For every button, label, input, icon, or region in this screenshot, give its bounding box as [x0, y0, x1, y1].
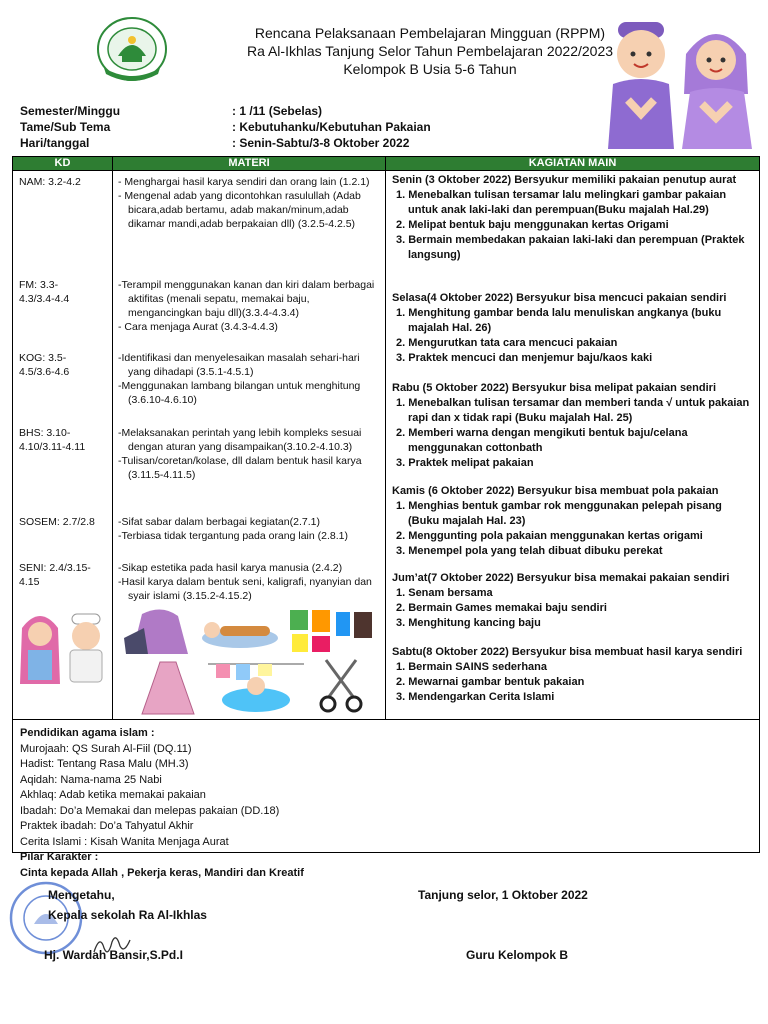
day-kamis — [392, 484, 754, 559]
kd-seni — [19, 561, 111, 589]
meta-label: Tame/Sub Tema — [20, 120, 111, 134]
meta-value: : Senin-Sabtu/3-8 Oktober 2022 — [232, 136, 410, 150]
kids-illustration — [16, 606, 114, 686]
meta-value: : 1 /11 (Sebelas) — [232, 104, 323, 118]
activity: 3. Praktek mencuci dan menjemur baju/kaos kaki — [396, 352, 653, 364]
activity: 1. Bermain SAINS sederhana — [396, 661, 548, 673]
mengetahui-label: Mengetahu, — [48, 888, 115, 902]
table-header — [13, 157, 759, 171]
meta-label: Hari/tanggal — [20, 136, 90, 150]
kd-fm — [19, 278, 111, 306]
kegiatan-column — [386, 171, 759, 719]
pai-title: Pendidikan agama islam : — [20, 727, 155, 739]
day-selasa — [392, 291, 754, 366]
materi-sosem — [118, 515, 380, 543]
activity: 1. Senam bersama — [396, 587, 493, 599]
activity: 3. Praktek melipat pakaian — [396, 457, 534, 469]
meta-semester — [20, 103, 532, 119]
activity: 2. Bermain Games memakai baju sendiri — [396, 602, 607, 614]
materi-line: -Identifikasi dan menyelesaikan masalah sehari-hari yang dihadapi (3.5.1-4.5.1) — [118, 352, 360, 378]
meta-label: Semester/Minggu — [20, 104, 121, 118]
kd-sosem — [19, 515, 111, 529]
materi-bhs — [118, 426, 380, 482]
materi-fm — [118, 278, 380, 334]
activity: 2. Mewarnai gambar bentuk pakaian — [396, 676, 585, 688]
materi-line: -Menggunakan lambang bilangan untuk menghitung (3.6.10-4.6.10) — [118, 380, 361, 406]
activity: 3. Mendengarkan Cerita Islami — [396, 691, 555, 703]
materi-line: - Cara menjaga Aurat (3.4.3-4.4.3) — [118, 321, 278, 333]
materi-line: -Sikap estetika pada hasil karya manusia (2.4.2) — [118, 562, 343, 574]
activity: 1. Menebalkan tulisan tersamar lalu melingkari gambar pakaian untuk anak laki-laki dan perempuan(Buku majalah Hal.29) — [396, 189, 727, 216]
kd-line: KOG: 3.5- — [19, 352, 67, 364]
kd-line: FM: 3.3- — [19, 279, 59, 291]
pai-line: Aqidah: Nama-nama 25 Nabi — [20, 773, 162, 786]
activity: 1. Menghitung gambar benda lalu menuliskan angkanya (buku majalah Hal. 26) — [396, 307, 722, 334]
pai-line: Cerita Islami : Kisah Wanita Menjaga Aurat — [20, 835, 229, 848]
day-title: Jum’at(7 Oktober 2022) Bersyukur bisa memakai pakaian sendiri — [392, 572, 730, 584]
pai-line: Akhlaq: Adab ketika memakai pakaian — [20, 789, 206, 801]
materi-seni — [118, 561, 380, 603]
kd-bhs — [19, 426, 111, 454]
activity: 2. Menggunting pola pakaian menggunakan kertas origami — [396, 530, 703, 542]
kd-kog — [19, 351, 111, 379]
meta-value: : Kebutuhanku/Kebutuhan Pakaian — [232, 120, 431, 134]
materi-line: -Melaksanakan perintah yang lebih kompleks sesuai dengan aturan yang disampaikan(3.10.2-4.10.3) — [118, 427, 362, 453]
day-title: Kamis (6 Oktober 2022) Bersyukur bisa membuat pola pakaian — [392, 485, 719, 497]
kd-line: 4.3/3.4-4.4 — [19, 293, 70, 305]
activity: 3. Menghitung kancing baju — [396, 617, 541, 629]
kd-line: NAM: 3.2-4.2 — [19, 176, 81, 188]
pai-line: Ibadah: Do’a Memakai dan melepas pakaian (DD.18) — [20, 804, 280, 817]
day-senin — [392, 173, 754, 263]
kd-line: SENI: 2.4/3.15- — [19, 562, 91, 574]
dress-icon — [138, 660, 198, 716]
clothes-icons — [288, 608, 378, 654]
day-jumat — [392, 571, 754, 631]
laundry-icon — [206, 656, 306, 714]
day-title: Rabu (5 Oktober 2022) Bersyukur bisa melipat pakaian sendiri — [392, 382, 717, 394]
lying-child-icon — [200, 612, 282, 652]
day-title: Sabtu(8 Oktober 2022) Bersyukur bisa membuat hasil karya sendiri — [392, 646, 743, 658]
scissors-icon — [316, 656, 366, 714]
document-meta — [20, 103, 532, 151]
materi-line: -Terbiasa tidak tergantung pada orang lain (2.8.1) — [118, 530, 348, 542]
place-date: Tanjung selor, 1 Oktober 2022 — [418, 888, 588, 902]
materi-line: -Tulisan/coretan/kolase, dll dalam bentuk hasil karya (3.11.5-4.11.5) — [118, 455, 362, 481]
kd-line: SOSEM: 2.7/2.8 — [19, 516, 95, 528]
materi-line: -Sifat sabar dalam berbagai kegiatan(2.7.1) — [118, 516, 320, 528]
day-sabtu — [392, 645, 754, 705]
doc-group: Kelompok B Usia 5-6 Tahun — [343, 61, 517, 77]
header-kegiatan: KAGIATAN MAIN — [528, 157, 617, 169]
day-rabu — [392, 381, 754, 471]
pai-line: Hadist: Tentang Rasa Malu (MH.3) — [20, 758, 189, 770]
kepala-label: Kepala sekolah Ra Al-Ikhlas — [48, 908, 207, 922]
header-kd: KD — [13, 157, 113, 170]
school-logo — [96, 16, 168, 82]
kd-line: 4.15 — [19, 576, 40, 588]
materi-line: -Hasil karya dalam bentuk seni, kaligrafi, nyanyian dan syair islami (3.15.2-4.15.2) — [118, 576, 372, 602]
activity: 3. Bermain membedakan pakaian laki-laki dan perempuan (Praktek langsung) — [396, 234, 745, 261]
materi-line: - Mengenal adab yang dicontohkan rasulullah (Adab bicara,adab bertamu, adab makan/minum,adab dikamar mandi,adab berpakaian dll) (3.2.5-4.2.5) — [118, 190, 361, 230]
pai-line: Murojaah: QS Surah Al-Fiil (DQ.11) — [20, 742, 192, 755]
activity: 1. Menghias bentuk gambar rok menggunakan pelepah pisang (Buku majalah Hal. 23) — [396, 500, 722, 527]
pendidikan-agama-section — [13, 720, 759, 879]
day-title: Selasa(4 Oktober 2022) Bersyukur bisa mencuci pakaian sendiri — [392, 292, 727, 304]
meta-tema — [20, 119, 532, 135]
materi-nam — [118, 175, 380, 231]
kd-line: 4.5/3.6-4.6 — [19, 366, 70, 378]
doc-title: Rencana Pelaksanaan Pembelajaran Mingguan (RPPM) — [254, 25, 606, 41]
activity: 1. Menebalkan tulisan tersamar dan memberi tanda √ untuk pakaian rapi dan x tidak rapi (Buku majalah Hal. 25) — [396, 397, 750, 424]
kd-line: 4.10/3.11-4.11 — [19, 441, 86, 453]
guru-label: Guru Kelompok B — [466, 948, 569, 962]
activity: 2. Mengurutkan tata cara mencuci pakaian — [396, 337, 618, 349]
materi-kog — [118, 351, 380, 407]
pai-line: Praktek ibadah: Do’a Tahyatul Akhir — [20, 820, 194, 832]
header-materi: MATERI — [113, 157, 386, 170]
kepala-name: Hj. Wardah Bansir,S.Pd.I — [44, 948, 183, 962]
kd-line: BHS: 3.10- — [19, 427, 71, 439]
rppm-table — [12, 156, 760, 879]
kd-nam — [19, 175, 111, 189]
muslim-kids-illustration — [598, 14, 760, 154]
pilar-text: Cinta kepada Allah , Pekerja keras, Mandiri dan Kreatif — [20, 866, 304, 879]
activity: 2. Melipat bentuk baju menggunakan kertas Origami — [396, 219, 669, 231]
activity: 3. Menempel pola yang telah dibuat dibuku perekat — [396, 545, 663, 557]
doc-subtitle: Ra Al-Ikhlas Tanjung Selor Tahun Pembelajaran 2022/2023 — [246, 43, 614, 59]
meta-tanggal — [20, 135, 532, 151]
activity: 2. Memberi warna dengan mengikuti bentuk baju/celana menggunakan cottonbath — [396, 427, 688, 454]
materi-line: -Terampil menggunakan kanan dan kiri dalam berbagai aktifitas (menali sepatu, memakai baju, mengancingkan baju dll)(3.3.4-4.3.4) — [118, 279, 375, 319]
hijab-clothing-icon — [122, 608, 194, 658]
pilar-title: Pilar Karakter : — [20, 851, 99, 863]
day-title: Senin (3 Oktober 2022) Bersyukur memiliki pakaian penutup aurat — [392, 174, 737, 186]
materi-line: - Menghargai hasil karya sendiri dan orang lain (1.2.1) — [118, 176, 370, 188]
